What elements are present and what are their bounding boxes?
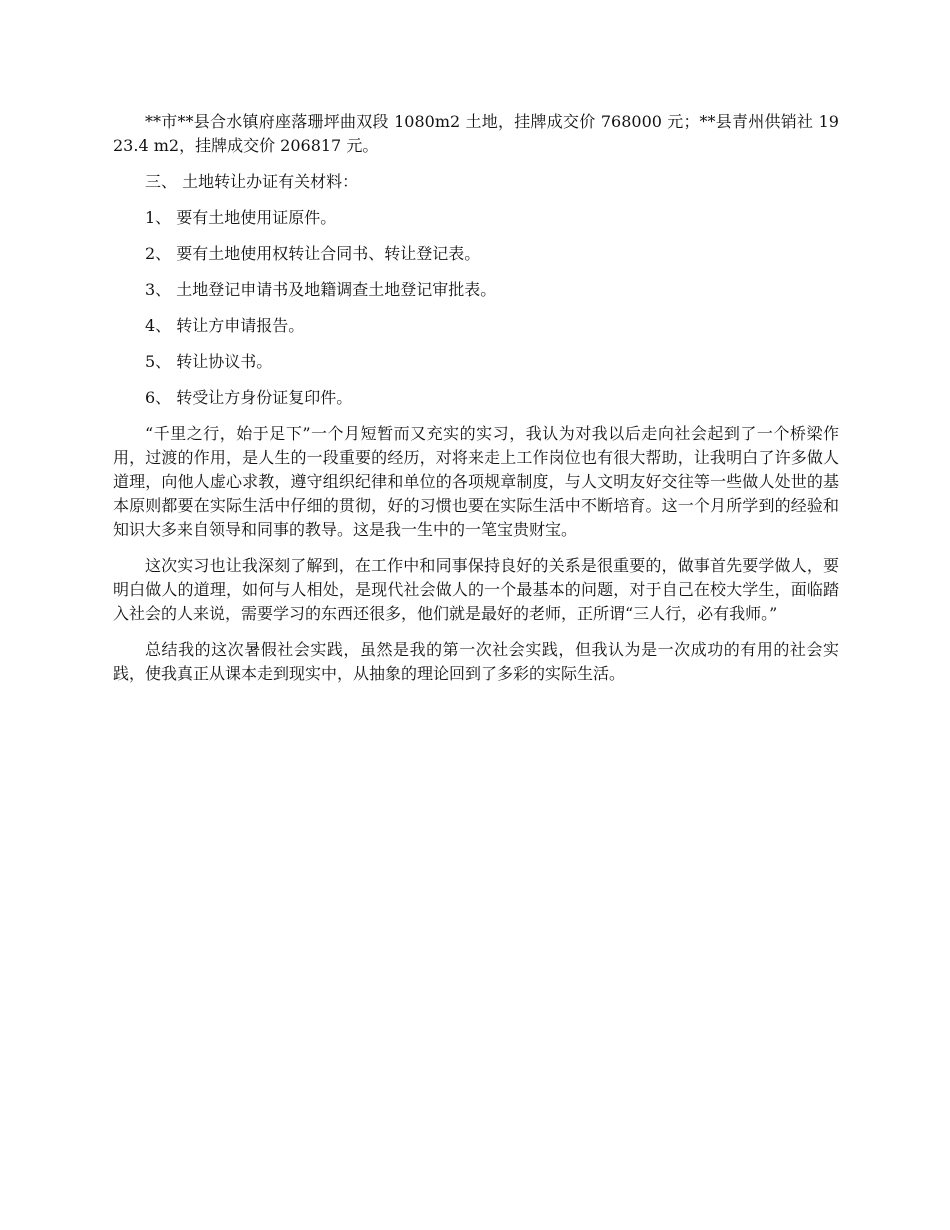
list-item-1: 1、 要有土地使用证原件。 [145,208,337,227]
paragraph-land-auction: **市**县合水镇府座落珊坪曲双段 1080m2 土地，挂牌成交价 768000 元；**县青州供销社 1923.4 m2，挂牌成交价 206817 元。 [113,112,839,155]
list-item-5: 5、 转让协议书。 [145,352,273,371]
paragraph-internship-reflection: “千里之行，始于足下”一个月短暂而又充实的实习，我认为对我以后走向社会起到了一个桥梁作用，过渡的作用，是人生的一段重要的经历，对将来走上工作岗位也有很大帮助，让我明白了许多做人道理，向他人虚心求教，遵守组织纪律和单位的各项规章制度，与人文明友好交往等一些做人处世的基本原则都要在实际生活中仔细的贯彻，好的习惯也要在实际生活中不断培育。这一个月所学到的经验和知识大多来自领导和同事的教导。这是我一生中的一笔宝贵财宝。 [113,424,839,539]
list-item-6: 6、 转受让方身份证复印件。 [145,388,353,407]
list-item-2: 2、 要有土地使用权转让合同书、转让登记表。 [145,244,481,263]
list-item-4: 4、 转让方申请报告。 [145,316,305,335]
document-body [113,110,839,698]
paragraph-colleague-relations: 这次实习也让我深刻了解到，在工作中和同事保持良好的关系是很重要的，做事首先要学做人，要明白做人的道理，如何与人相处，是现代社会做人的一个最基本的问题，对于自己在校大学生，面临踏入社会的人来说，需要学习的东西还很多，他们就是最好的老师，正所谓“三人行，必有我师。” [113,556,839,623]
section-heading-transfer-materials: 三、 土地转让办证有关材料： [145,172,359,191]
paragraph-summary: 总结我的这次暑假社会实践，虽然是我的第一次社会实践，但我认为是一次成功的有用的社会实践，使我真正从课本走到现实中，从抽象的理论回到了多彩的实际生活。 [113,640,839,683]
list-item-3: 3、 土地登记申请书及地籍调查土地登记审批表。 [145,280,497,299]
